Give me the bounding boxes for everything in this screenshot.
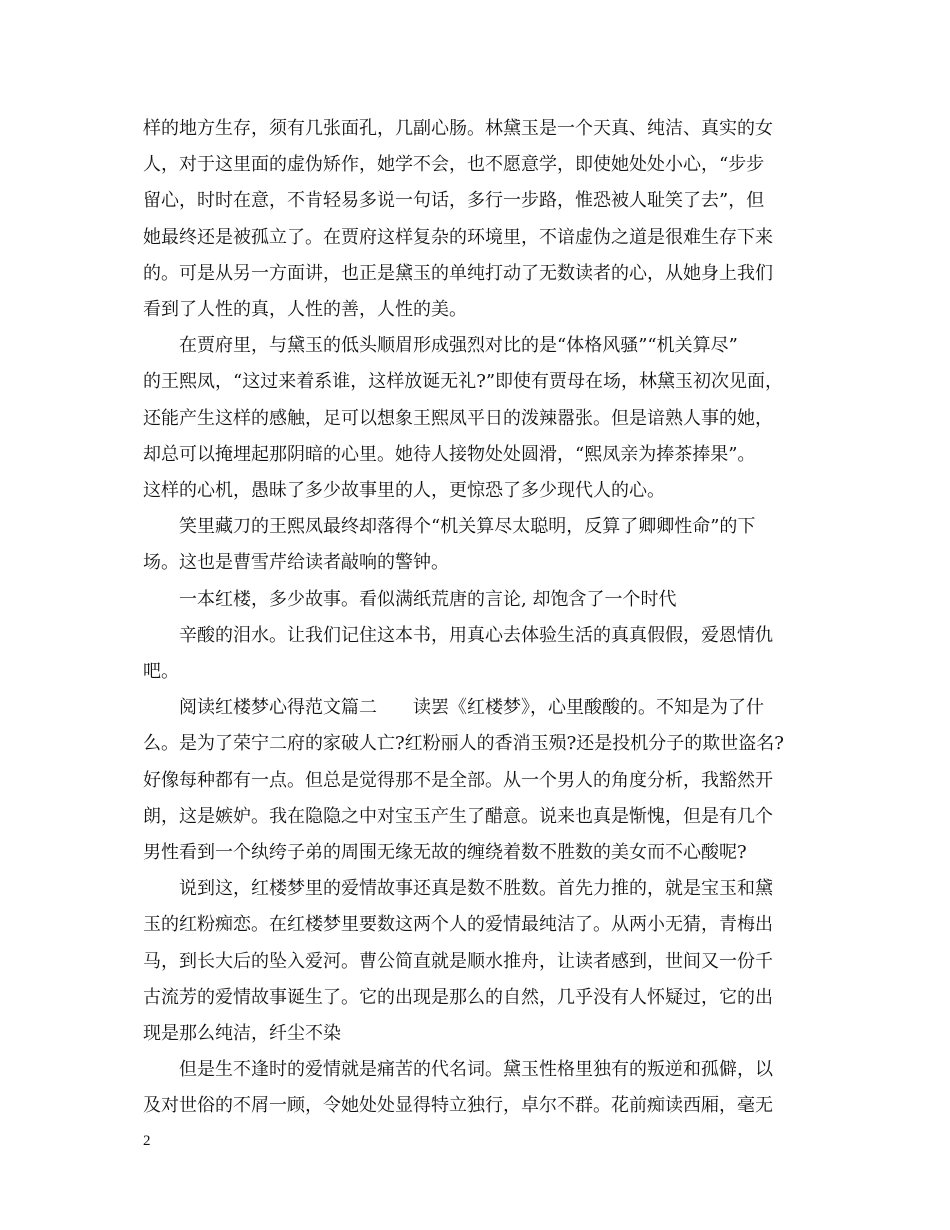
text-line: 好像每种都有一点。但总是觉得那不是全部。从一个男人的角度分析，我豁然开 — [143, 770, 773, 791]
text-line: 男性看到一个纨绔子弟的周围无缘无故的缠绕着数不胜数的美女而不心酸呢? — [143, 842, 747, 863]
text-line: 吧。 — [143, 661, 179, 682]
text-line: 的。可是从另一方面讲，也正是黛玉的单纯打动了无数读者的心，从她身上我们 — [143, 263, 773, 284]
text-line: 及对世俗的不屑一顾，令她处处显得特立独行，卓尔不群。花前痴读西厢，毫无 — [143, 1095, 773, 1116]
text-line: 人，对于这里面的虚伪矫作，她学不会，也不愿意学，即使她处处小心，“步步 — [143, 154, 765, 175]
text-line: 这样的心机，愚昧了多少故事里的人，更惊恐了多少现代人的心。 — [143, 480, 665, 501]
text-line: 的王熙凤，“这过来着系谁，这样放诞无礼?”即使有贾母在场，林黛玉初次见面， — [143, 371, 784, 392]
text-line: 她最终还是被孤立了。在贾府这样复杂的环境里，不谙虚伪之道是很难生存下来 — [143, 227, 773, 248]
text-line: 在贾府里，与黛玉的低头顺眉形成强烈对比的是“体格风骚”“机关算尽” — [143, 335, 738, 356]
text-line: 古流芳的爱情故事诞生了。它的出现是那么的自然，几乎没有人怀疑过，它的出 — [143, 987, 773, 1008]
text-line: 阅读红楼梦心得范文篇二 读罢《红楼梦》，心里酸酸的。不知是为了什 — [143, 697, 764, 718]
text-line: 样的地方生存，须有几张面孔，几副心肠。林黛玉是一个天真、纯洁、真实的女 — [143, 118, 773, 139]
text-line: 么。是为了荣宁二府的家破人亡?红粉丽人的香消玉殒?还是投机分子的欺世盗名? — [143, 733, 784, 754]
text-line: 玉的红粉痴恋。在红楼梦里要数这两个人的爱情最纯洁了。从两小无猜，青梅出 — [143, 914, 773, 935]
text-line: 但是生不逢时的爱情就是痛苦的代名词。黛玉性格里独有的叛逆和孤僻，以 — [143, 1059, 773, 1080]
text-line: 一本红楼，多少故事。看似满纸荒唐的言论, 却饱含了一个时代 — [143, 589, 677, 610]
text-line: 还能产生这样的感触，足可以想象王熙凤平日的泼辣嚣张。但是谙熟人事的她， — [143, 408, 773, 429]
text-line: 辛酸的泪水。让我们记住这本书，用真心去体验生活的真真假假，爱恩情仇 — [143, 625, 773, 646]
text-line: 朗，这是嫉妒。我在隐隐之中对宝玉产生了醋意。说来也真是惭愧，但是有几个 — [143, 806, 773, 827]
text-line: 说到这，红楼梦里的爱情故事还真是数不胜数。首先力推的，就是宝玉和黛 — [143, 878, 773, 899]
text-line: 却总可以掩埋起那阴暗的心里。她待人接物处处圆滑，“熙凤亲为捧茶捧果”。 — [143, 444, 756, 465]
text-line: 看到了人性的真，人性的善，人性的美。 — [143, 299, 467, 320]
text-line: 留心，时时在意，不肯轻易多说一句话，多行一步路，惟恐被人耻笑了去”，但 — [143, 190, 765, 211]
text-line: 现是那么纯洁，纤尘不染 — [143, 1023, 341, 1044]
text-line: 马，到长大后的坠入爱河。曹公简直就是顺水推舟，让读者感到，世间又一份千 — [143, 951, 773, 972]
page-number: 2 — [143, 1133, 151, 1149]
text-line: 场。这也是曹雪芹给读者敲响的警钟。 — [143, 552, 449, 573]
text-line: 笑里藏刀的王熙凤最终却落得个“机关算尽太聪明，反算了卿卿性命”的下 — [143, 516, 756, 537]
